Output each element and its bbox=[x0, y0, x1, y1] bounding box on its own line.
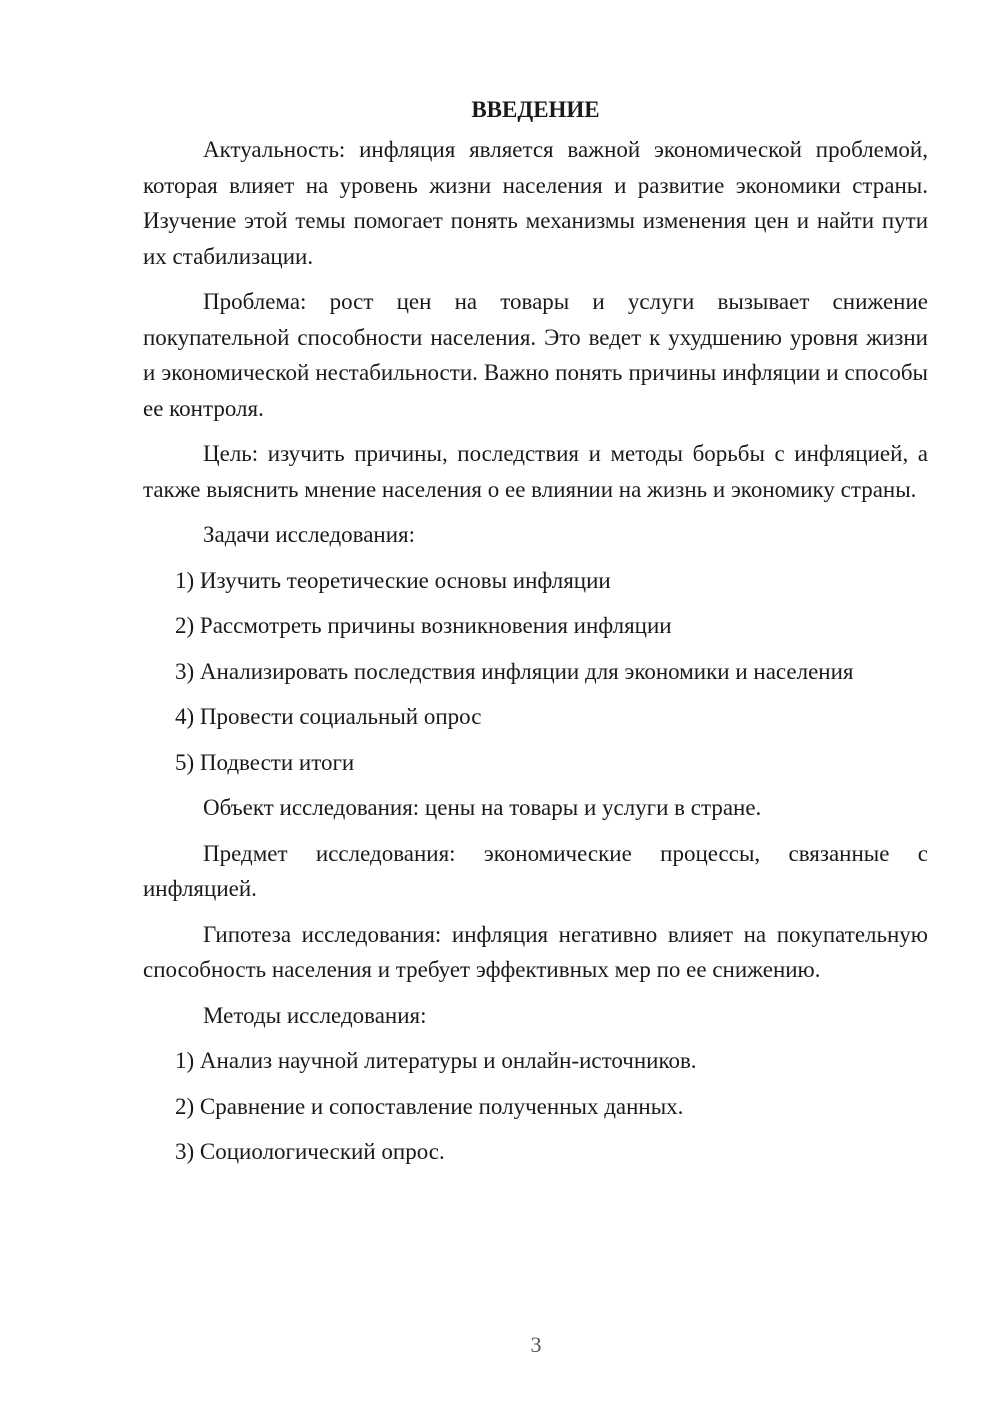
methods-heading: Методы исследования: bbox=[203, 1002, 427, 1028]
task-item: 3) Анализировать последствия инфляции для экономики и населения bbox=[175, 658, 854, 684]
method-item: 1) Анализ научной литературы и онлайн-источников. bbox=[175, 1048, 697, 1073]
tasks-heading: Задачи исследования: bbox=[203, 522, 416, 547]
goal-paragraph: Цель: изучить причины, последствия и методы борьбы с инфляцией, а также выяснить мнение населения о ее влиянии на жизнь и экономику страны. bbox=[143, 441, 928, 502]
subject-paragraph: Предмет исследования: экономические процессы, связанные с инфляцией. bbox=[143, 840, 928, 901]
method-item: 2) Сравнение и сопоставление полученных данных. bbox=[175, 1093, 684, 1119]
relevance-paragraph: Актуальность: инфляция является важной экономической проблемой, которая влияет на уровень жизни населения и развитие экономики страны. Изучение этой темы помогает понять механизмы изменения цен и найти пути их стабилизации. bbox=[143, 137, 928, 269]
page-number: 3 bbox=[530, 1332, 542, 1357]
task-item: 2) Рассмотреть причины возникновения инфляции bbox=[175, 613, 672, 638]
task-item: 4) Провести социальный опрос bbox=[175, 704, 482, 729]
object-paragraph: Объект исследования: цены на товары и услуги в стране. bbox=[203, 795, 762, 820]
page-content bbox=[143, 88, 928, 1180]
page-title: ВВЕДЕНИЕ bbox=[471, 97, 600, 122]
problem-paragraph: Проблема: рост цен на товары и услуги вызывает снижение покупательной способности населения. Это ведет к ухудшению уровня жизни и экономической нестабильности. Важно понять причины инфляции и способы ее контроля. bbox=[143, 289, 928, 421]
task-item: 1) Изучить теоретические основы инфляции bbox=[175, 567, 611, 593]
hypothesis-paragraph: Гипотеза исследования: инфляция негативно влияет на покупательную способность населения и требует эффективных мер по ее снижению. bbox=[143, 921, 928, 982]
method-item: 3) Социологический опрос. bbox=[175, 1139, 445, 1164]
task-item: 5) Подвести итоги bbox=[175, 749, 355, 775]
